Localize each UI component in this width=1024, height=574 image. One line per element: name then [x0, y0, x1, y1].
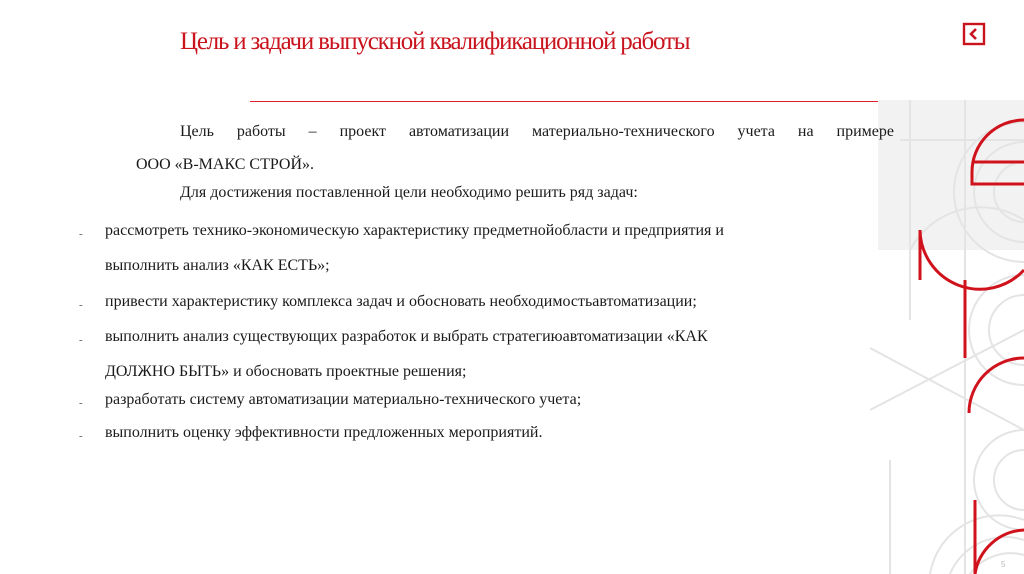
- bullet-marker: -: [79, 397, 83, 409]
- goal-line-1: Цель работы – проект автоматизации материально-технического учета на примере: [180, 123, 894, 140]
- back-arrow-icon[interactable]: [962, 22, 986, 46]
- task-1-line-2: выполнить анализ «КАК ЕСТЬ»;: [105, 257, 330, 274]
- task-3-line-1: выполнить анализ существующих разработок и выбрать стратегиюавтоматизации «КАК: [105, 328, 708, 345]
- task-4-line-1: разработать систему автоматизации материально-технического учета;: [105, 391, 582, 408]
- goal-line-2: ООО «В-МАКС СТРОЙ».: [136, 156, 315, 173]
- bullet-marker: -: [79, 299, 83, 311]
- decorative-pattern: [870, 100, 1024, 574]
- slide-title: Цель и задачи выпускной квалификационной работы: [180, 28, 690, 55]
- bullet-marker: -: [79, 430, 83, 442]
- bullet-marker: -: [79, 228, 83, 240]
- tasks-intro: Для достижения поставленной цели необходимо решить ряд задач:: [180, 184, 638, 201]
- task-2-line-1: привести характеристику комплекса задач и обосновать необходимостьавтоматизации;: [105, 293, 697, 310]
- page-number: 5: [1001, 560, 1006, 569]
- task-5-line-1: выполнить оценку эффективности предложенных мероприятий.: [105, 424, 543, 441]
- bullet-marker: -: [79, 334, 83, 346]
- task-1-line-1: рассмотреть технико-экономическую характеристику предметнойобласти и предприятия и: [105, 222, 724, 239]
- task-3-line-2: ДОЛЖНО БЫТЬ» и обосновать проектные решения;: [105, 363, 467, 380]
